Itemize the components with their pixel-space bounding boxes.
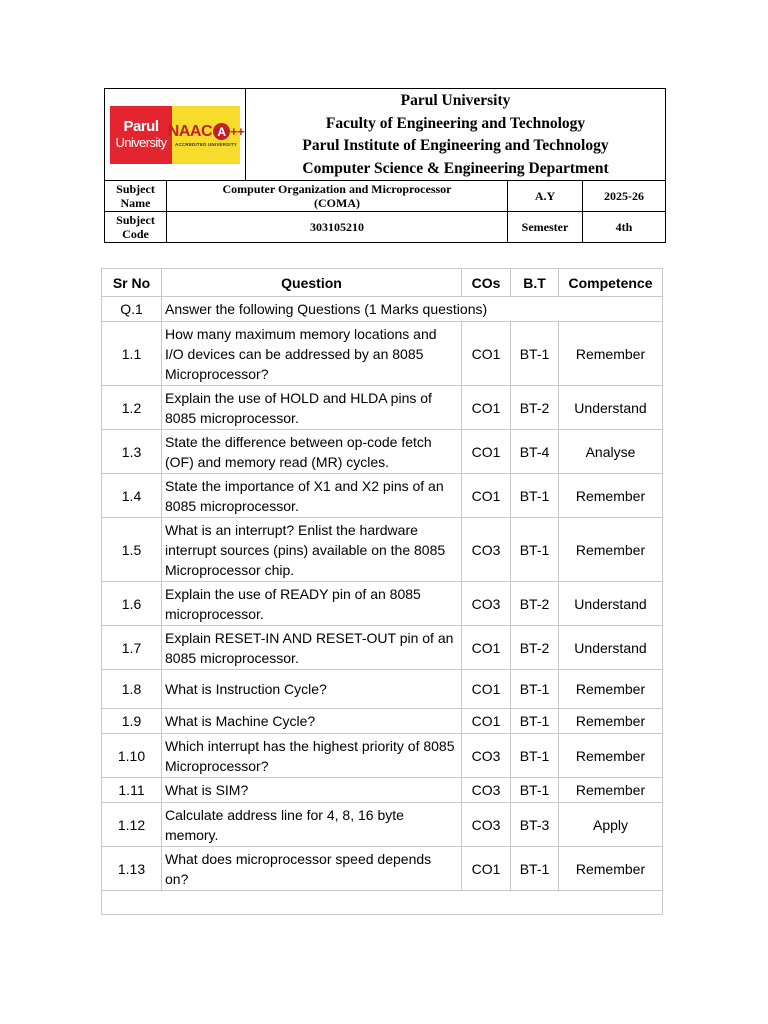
row-co: CO3 xyxy=(462,803,511,847)
question-line: What is Machine Cycle? xyxy=(165,713,316,729)
logo-cell xyxy=(105,89,246,181)
row-co: CO1 xyxy=(462,430,511,474)
row-competence: Remember xyxy=(559,709,663,734)
row-bt: BT-1 xyxy=(511,778,559,803)
row-bt: BT-1 xyxy=(511,709,559,734)
row-co: CO1 xyxy=(462,626,511,670)
row-question xyxy=(162,518,462,582)
row-bt: BT-2 xyxy=(511,626,559,670)
header-table xyxy=(104,88,666,243)
question-line: Microprocessor? xyxy=(165,757,269,774)
row-co: CO1 xyxy=(462,386,511,430)
row-competence: Remember xyxy=(559,734,663,778)
row-sr-no: 1.13 xyxy=(102,847,162,891)
row-competence: Understand xyxy=(559,582,663,626)
row-question xyxy=(162,734,462,778)
row-bt: BT-1 xyxy=(511,734,559,778)
col-header-question: Question xyxy=(162,269,462,297)
logo-brand-sub: University xyxy=(115,134,167,150)
title-line-institute: Parul Institute of Engineering and Technology xyxy=(302,137,609,154)
row-question xyxy=(162,430,462,474)
table-row xyxy=(102,518,663,582)
col-header-competence: Competence xyxy=(559,269,663,297)
question-line: 8085 microprocessor. xyxy=(165,649,299,666)
row-competence: Remember xyxy=(559,474,663,518)
row-sr-no: 1.2 xyxy=(102,386,162,430)
subject-name-value: Computer Organization and Microprocessor (COMA) xyxy=(167,181,508,212)
question-line: interrupt sources (pins) available on the 8085 xyxy=(165,541,446,558)
row-competence: Remember xyxy=(559,670,663,709)
row-sr-no: 1.1 xyxy=(102,322,162,386)
table-row xyxy=(102,778,663,803)
naac-text: NAAC xyxy=(167,122,213,140)
row-competence: Remember xyxy=(559,322,663,386)
question-line: memory. xyxy=(165,826,219,843)
row-bt: BT-2 xyxy=(511,386,559,430)
title-line-university: Parul University xyxy=(400,92,511,109)
question-table xyxy=(101,268,663,915)
subject-code-value: 303105210 xyxy=(167,212,508,243)
row-sr-no: 1.12 xyxy=(102,803,162,847)
section-no: Q.1 xyxy=(102,297,162,322)
row-bt: BT-1 xyxy=(511,670,559,709)
question-line: What is Instruction Cycle? xyxy=(165,681,327,697)
question-line: Explain the use of HOLD and HLDA pins of xyxy=(165,389,432,406)
row-sr-no: 1.5 xyxy=(102,518,162,582)
question-line: Explain RESET-IN AND RESET-OUT pin of an xyxy=(165,629,454,646)
semester-value: 4th xyxy=(583,212,666,243)
empty-row xyxy=(102,891,663,915)
question-line: Calculate address line for 4, 8, 16 byte xyxy=(165,806,404,823)
row-question xyxy=(162,709,462,734)
row-question xyxy=(162,778,462,803)
row-sr-no: 1.6 xyxy=(102,582,162,626)
logo-brand: Parul xyxy=(123,117,159,135)
row-bt: BT-4 xyxy=(511,430,559,474)
question-line: microprocessor. xyxy=(165,605,264,622)
row-question xyxy=(162,847,462,891)
question-line: 8085 microprocessor. xyxy=(165,409,299,426)
ay-value: 2025-26 xyxy=(583,181,666,212)
subject-code-label: Subject Code xyxy=(105,212,167,243)
parul-logo-icon xyxy=(110,106,172,164)
question-line: What does microprocessor speed depends xyxy=(165,850,432,867)
naac-plus: ++ xyxy=(230,124,245,139)
section-row xyxy=(102,297,663,322)
row-question xyxy=(162,626,462,670)
question-line: What is SIM? xyxy=(165,782,249,798)
row-competence: Remember xyxy=(559,847,663,891)
row-question xyxy=(162,670,462,709)
row-co: CO3 xyxy=(462,582,511,626)
row-question xyxy=(162,386,462,430)
col-header-bt: B.T xyxy=(511,269,559,297)
row-competence: Apply xyxy=(559,803,663,847)
row-competence: Remember xyxy=(559,518,663,582)
table-row xyxy=(102,734,663,778)
table-row xyxy=(102,430,663,474)
question-line: I/O devices can be addressed by an 8085 xyxy=(165,345,424,362)
question-line: What is an interrupt? Enlist the hardware xyxy=(165,521,418,538)
col-header-cos: COs xyxy=(462,269,511,297)
question-line: Microprocessor chip. xyxy=(165,561,295,578)
question-line: How many maximum memory locations and xyxy=(165,325,437,342)
table-row xyxy=(102,474,663,518)
naac-tag: ACCREDITED UNIVERSITY xyxy=(175,141,237,147)
row-co: CO3 xyxy=(462,734,511,778)
col-header-sr-no: Sr No xyxy=(102,269,162,297)
table-row xyxy=(102,670,663,709)
row-co: CO1 xyxy=(462,709,511,734)
table-header-row xyxy=(102,269,663,297)
table-row xyxy=(102,626,663,670)
title-line-department: Computer Science & Engineering Department xyxy=(302,159,609,177)
row-bt: BT-3 xyxy=(511,803,559,847)
row-competence: Remember xyxy=(559,778,663,803)
row-sr-no: 1.10 xyxy=(102,734,162,778)
section-text: Answer the following Questions (1 Marks questions) xyxy=(162,297,663,322)
row-question xyxy=(162,322,462,386)
row-bt: BT-1 xyxy=(511,847,559,891)
question-line: Which interrupt has the highest priority of 8085 xyxy=(165,737,455,754)
row-sr-no: 1.9 xyxy=(102,709,162,734)
question-line: on? xyxy=(165,870,189,887)
row-question xyxy=(162,474,462,518)
row-sr-no: 1.8 xyxy=(102,670,162,709)
row-bt: BT-1 xyxy=(511,322,559,386)
row-co: CO1 xyxy=(462,322,511,386)
table-row xyxy=(102,709,663,734)
row-sr-no: 1.3 xyxy=(102,430,162,474)
row-sr-no: 1.4 xyxy=(102,474,162,518)
row-competence: Understand xyxy=(559,626,663,670)
ay-label: A.Y xyxy=(508,181,583,212)
row-sr-no: 1.11 xyxy=(102,778,162,803)
row-co: CO3 xyxy=(462,778,511,803)
question-line: Microprocessor? xyxy=(165,365,269,382)
row-competence: Understand xyxy=(559,386,663,430)
semester-label: Semester xyxy=(508,212,583,243)
subject-name-label: Subject Name xyxy=(105,181,167,212)
row-co: CO1 xyxy=(462,847,511,891)
row-question xyxy=(162,582,462,626)
row-sr-no: 1.7 xyxy=(102,626,162,670)
row-bt: BT-1 xyxy=(511,518,559,582)
row-bt: BT-2 xyxy=(511,582,559,626)
naac-grade: A xyxy=(213,123,230,140)
question-line: State the difference between op-code fetch xyxy=(165,433,432,450)
question-line: (OF) and memory read (MR) cycles. xyxy=(165,453,390,470)
title-line-faculty: Faculty of Engineering and Technology xyxy=(325,114,586,132)
naac-badge-icon xyxy=(167,106,245,164)
table-row xyxy=(102,322,663,386)
question-line: Explain the use of READY pin of an 8085 xyxy=(165,585,421,602)
table-row xyxy=(102,582,663,626)
row-question xyxy=(162,803,462,847)
row-co: CO3 xyxy=(462,518,511,582)
row-co: CO1 xyxy=(462,474,511,518)
table-row xyxy=(102,847,663,891)
question-line: 8085 microprocessor. xyxy=(165,497,299,514)
row-competence: Analyse xyxy=(559,430,663,474)
table-row xyxy=(102,803,663,847)
row-co: CO1 xyxy=(462,670,511,709)
university-logo xyxy=(110,106,245,164)
row-bt: BT-1 xyxy=(511,474,559,518)
question-line: State the importance of X1 and X2 pins of an xyxy=(165,477,444,494)
empty-cell xyxy=(102,891,663,915)
institution-titles xyxy=(246,89,666,181)
table-row xyxy=(102,386,663,430)
